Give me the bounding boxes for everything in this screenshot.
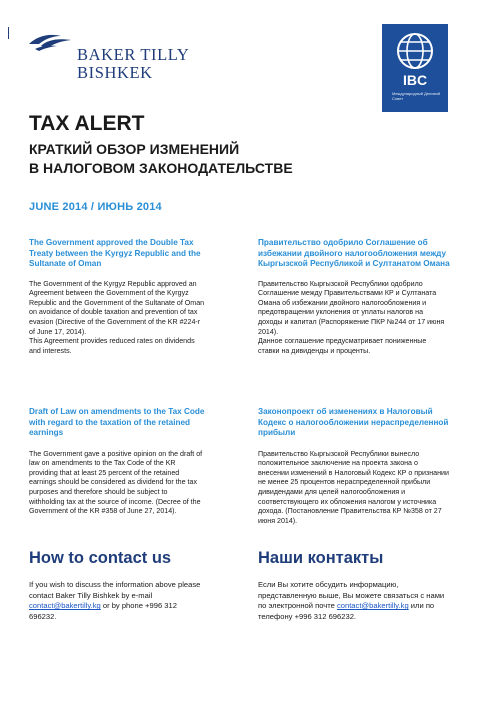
heading-line: earnings — [29, 428, 64, 438]
article-2-en — [29, 407, 229, 517]
body-line: доходы и капитал (Распоряжение ПКР №244 от 17 июня — [258, 317, 445, 326]
contact-line: телефону +996 312 696232. — [258, 611, 357, 621]
contact-line: 696232. — [29, 611, 57, 621]
contact-line — [29, 601, 239, 612]
contact-line: Если Вы хотите обсудить информацию, — [258, 580, 399, 589]
body-line: Омана об избежании двойного налогообложения и — [258, 298, 427, 307]
body-line: earnings should be considered as dividend for the tax — [29, 478, 197, 487]
contact-phone-text: or by phone +996 312 — [100, 601, 177, 611]
body-line: The Government of the Kyrgyz Republic approved an — [29, 279, 197, 288]
body-line: Данное соглашение предусматривает пониженные — [258, 337, 427, 346]
body-line: withholding tax at the source of income. (Decree of the — [29, 497, 201, 506]
email-link[interactable]: contact@bakertilly.kg — [336, 601, 409, 611]
bird-logo-icon — [27, 30, 75, 52]
subtitle-line: КРАТКИЙ ОБЗОР ИЗМЕНЕНИЙ — [29, 141, 240, 157]
heading-line: Draft of Law on amendments to the Tax Code — [29, 407, 205, 416]
contact-line: представленную выше, Вы можете связаться с нами — [258, 590, 445, 600]
body-line: Правительство Кыргызской Республики одобрило — [258, 279, 423, 288]
body-line: Соглашение между Правительствами КР и Султаната — [258, 289, 437, 298]
contact-en — [29, 549, 239, 622]
logo-text-line2: BISHKEK — [77, 63, 153, 82]
body-line: ставки на дивиденды и проценты. — [258, 346, 371, 355]
contact-email-prefix: по электронной почте — [258, 601, 337, 611]
heading-line: Treaty between the Kyrgyz Republic and the — [29, 248, 201, 258]
heading-line: Кодекс о налогообложении нераспределенной — [258, 417, 449, 427]
issue-date: JUNE 2014 / ИЮНЬ 2014 — [29, 201, 162, 213]
body-line: соответствующего их обложения налогом у источника — [258, 497, 437, 506]
baker-tilly-logo — [27, 28, 190, 82]
heading-line: Кыргызской Республикой и Султанатом Омана — [258, 259, 450, 269]
body-line: evasion (Directive of the Government of the KR #224-r — [29, 317, 201, 326]
heading-line: Sultanate of Oman — [29, 259, 102, 269]
article-heading — [29, 407, 229, 439]
body-line: Republic and the Government of the Sultanate of Oman — [29, 298, 205, 307]
body-line: положительное заключение на проекта закона о — [258, 459, 418, 468]
contact-heading: Наши контакты — [258, 549, 384, 567]
body-line: дохода. (Постановление Правительства КР №358 от 27 — [258, 507, 442, 516]
contact-heading: How to contact us — [29, 549, 172, 567]
ibc-label: IBC — [402, 72, 428, 88]
page-subtitle — [29, 140, 369, 178]
corner-mark — [8, 27, 9, 39]
contact-line — [258, 601, 473, 612]
heading-line: избежании двойного налогообложения между — [258, 248, 447, 258]
body-line: Government of the KR #358 of June 27, 2014). — [29, 507, 177, 516]
article-body — [258, 450, 468, 526]
body-line: law on amendments to the Tax Code of the KR — [29, 459, 176, 468]
heading-line: Законопроект об изменениях в Налоговый — [258, 407, 433, 416]
contact-suffix: или по — [408, 601, 435, 611]
body-line: This Agreement provides reduced rates on dividends — [29, 337, 195, 346]
article-1-en — [29, 238, 229, 356]
body-line: Правительство Кыргызской Республики вынесло — [258, 449, 420, 458]
body-line: providing that at least 25 percent of the retained — [29, 468, 180, 477]
subtitle-line: В НАЛОГОВОМ ЗАКОНОДАТЕЛЬСТВЕ — [29, 160, 293, 176]
article-body — [29, 450, 229, 517]
heading-line: The Government approved the Double Tax — [29, 238, 194, 247]
contact-line: If you wish to discuss the information above please — [29, 580, 201, 589]
body-line: Agreement between the Government of the Kyrgyz — [29, 289, 189, 298]
article-heading — [258, 238, 468, 270]
heading-line: with regard to the taxation of the retained — [29, 417, 191, 427]
body-line: on avoidance of double taxation and prevention of tax — [29, 308, 198, 317]
logo-text-line1: BAKER TILLY — [77, 45, 190, 64]
page-title: TAX ALERT — [29, 112, 145, 135]
article-heading — [29, 238, 229, 270]
body-line: The Government gave a positive opinion on the draft of — [29, 449, 203, 458]
contact-ru — [258, 549, 473, 622]
body-line: дивидендами для целей налогообложения и — [258, 487, 406, 496]
body-line: 2014). — [258, 327, 279, 336]
article-body — [29, 280, 229, 356]
body-line: не менее 25 процентов нераспределенной прибыли — [258, 478, 431, 487]
ibc-badge — [382, 24, 448, 112]
ibc-subtitle: Международный Деловой Совет — [392, 91, 441, 101]
heading-line: Правительство одобрило Соглашение об — [258, 238, 428, 247]
article-heading — [258, 407, 468, 439]
article-body — [258, 280, 468, 356]
article-1-ru — [258, 238, 468, 356]
globe-icon — [394, 30, 436, 72]
article-2-ru — [258, 407, 468, 526]
contact-text — [29, 580, 239, 622]
email-link[interactable]: contact@bakertilly.kg — [29, 601, 101, 611]
heading-line: прибыли — [258, 428, 296, 438]
body-line: внесении изменений в Налоговый Кодекс КР о признании — [258, 468, 449, 477]
body-line: purposes and therefore should be subject to — [29, 487, 168, 496]
body-line: июня 2014). — [258, 516, 298, 525]
body-line: of June 17, 2014). — [29, 327, 87, 336]
body-line: предотвращении уклонения от уплаты налогов на — [258, 308, 424, 317]
body-line: and interests. — [29, 346, 72, 355]
contact-text — [258, 580, 473, 622]
contact-line: contact Baker Tilly Bishkek by e-mail — [29, 590, 153, 600]
